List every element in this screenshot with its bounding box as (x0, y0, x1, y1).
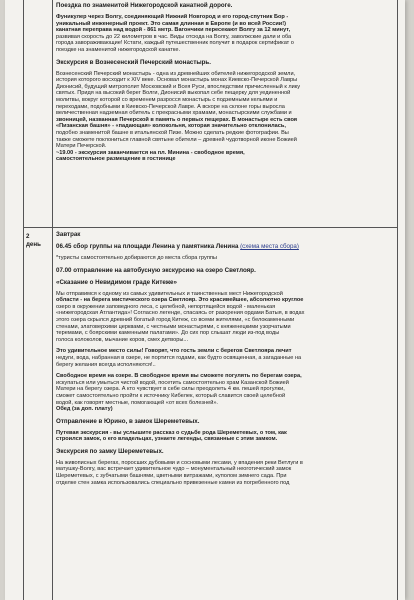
day1-program-cell (56, 2, 393, 163)
line-text: история которого восходит к XIV веке. Основал монастырь монах Киевско-Печерской Лавры (56, 77, 298, 84)
line-text: звонницей, названная Печерской в память о первых пещерах. В монастыре есть своя (56, 116, 298, 123)
line-text: Мы отправимся к одному из самых удивительных и таинственных мест Нижегородской (56, 290, 283, 297)
line-text: Экскурсия по замку Шереметевых. (56, 447, 164, 455)
day2-text-line (56, 355, 393, 362)
day2-text-line (56, 466, 393, 473)
line-text: Экскурсия в Вознесенский Печерский монастырь. (56, 58, 211, 66)
table-row-separator (23, 227, 397, 228)
day1-text-line (56, 27, 393, 34)
line-text: «Сказание о Невидимом граде Китеже» (56, 278, 177, 286)
line-text: 07.00 отправление на автобусную экскурсию на озеро Светлояр. (56, 266, 256, 274)
line-text: матушку-Волгу, вас встречает удивительное чудо – монументальный неоготический замок (56, 466, 292, 473)
line-text: Обед (за доп. плату) (56, 406, 113, 413)
line-text: величественная надземная обитель с прекрасными храмами, монастырскими службами и (56, 110, 292, 117)
day2-text-line (56, 362, 393, 369)
line-text: Матери на берегу озера. А кто чувствует в себе силы преодолеть 4 км. пешей прогулки, (56, 386, 285, 393)
day2-program-cell (56, 231, 393, 486)
day2-text-line (56, 310, 393, 317)
day2-text-line (56, 304, 393, 311)
day2-text-line (56, 430, 393, 437)
line-text: святых. Придя на высокий берег Волги, Дионисий выкопал себе пещерку для уединенной (56, 90, 291, 97)
day2-text-line (56, 255, 393, 262)
line-text: *туристы самостоятельно добираются до места сбора группы (56, 255, 217, 261)
line-text: голоса колоколов, мычание коров, смех детворы... (56, 336, 188, 343)
day1-text-line (56, 59, 393, 66)
line-text: Это удивительное место силы! Говорят, что гость земли с берегов Светлояра лечит (56, 348, 292, 355)
day1-text-line (56, 137, 393, 144)
line-text: самостоятельное размещение в гостинице (56, 156, 176, 163)
line-text: Дионисий, будущий митрополит Московский и Всея Руси, впоследствии причисленный к лику (56, 83, 301, 90)
day1-text-line (56, 14, 393, 21)
line-text: Отправление в Юрино, в замок Шереметевых. (56, 417, 200, 425)
day2-text-line (56, 279, 393, 286)
day2-text-line (56, 418, 393, 425)
day1-text-line (56, 104, 393, 111)
line-text: теремами, с боярскими каменными палатами». До сих пор слышат люди из-под воды (56, 330, 280, 337)
line-text: 06.45 сбор группы на площади Ленина у памятника Ленина (56, 243, 239, 250)
day2-text-line (56, 317, 393, 324)
day1-text-line (56, 143, 393, 150)
line-text: сможет самостоятельно пройти к источнику Кибелек, который славится своей целебной (56, 392, 286, 399)
day1-text-line (56, 130, 393, 137)
day2-text-line (56, 267, 393, 274)
day1-text-line (56, 40, 393, 47)
table-border-right (397, 0, 398, 600)
line-text: «нижегородская Атлантида»! Согласно легенде, спасаясь от разорения ордами Батыя, в водах (56, 310, 305, 317)
line-text: Путевая экскурсия - вы услышите рассказ о судьбе рода Шереметевых, о том, как (56, 429, 287, 436)
line-text: недуги, вода, набранная в озере, не портится годами, как будто освященная, а загаданные на (56, 354, 302, 361)
day2-text-line (56, 297, 393, 304)
line-text: Завтрак (56, 231, 81, 238)
day2-text-line (56, 373, 393, 380)
day1-text-line (56, 97, 393, 104)
day1-text-line (56, 156, 393, 163)
line-text: Шереметевых, с зубчатыми башнями, цветными витражами, куполом зимнего сада. При (56, 473, 287, 480)
line-text: Свободное время на озере. В свободное время вы сможете погулять по берегам озера, (56, 373, 302, 380)
line-text: ~19.00 - экскурсия заканчивается на пл. Минина - свободное время, (56, 149, 245, 156)
day2-text-line (56, 480, 393, 487)
day2-text-line (56, 348, 393, 355)
line-text: Фуникулер через Волгу, соединяющий Нижний Новгород и его город-спутник Бор - (56, 14, 289, 20)
document-page (5, 0, 405, 600)
line-text: поездке на знаменитой нижегородской канатке. (56, 46, 181, 53)
day2-text-line (56, 448, 393, 455)
line-text: области - на берега мистического озера Светлояр. Это красивейшее, абсолютно круглое (56, 297, 304, 304)
day2-text-line (56, 330, 393, 337)
line-text: Поездка по знаменитой Нижегородской канатной дороге. (56, 2, 233, 9)
day2-text-line (56, 386, 393, 393)
day2-text-line (56, 473, 393, 480)
day2-text-line (56, 393, 393, 400)
line-text: «Пизанская башня» - «падающая» колокольня, которая значительно отклонилась, (56, 123, 286, 130)
table-border-day-column (52, 0, 53, 600)
day2-text-line (56, 337, 393, 344)
line-text: этого озера скрылся древний богатый город Китеж, со всеми жителями, «с белокаменными (56, 316, 295, 323)
day2-text-line (56, 231, 393, 238)
day2-text-line (56, 243, 393, 250)
line-text: подобно знаменитой башне в итальянской Пизе. Можно сделать редкие фотографии. Вы (56, 129, 289, 136)
day2-text-line (56, 436, 393, 443)
line-text: искупаться или умыться чистой водой, посетить самостоятельно храм Казанской Божией (56, 379, 289, 386)
line-text: озеро в окружении заповедного леса, с целебной, непортящейся водой - маленькая (56, 303, 276, 310)
line-text: города завораживающие! Кстати, каждый путешественник получит в подарок сертификат о (56, 40, 294, 47)
day2-text-line (56, 406, 393, 413)
day2-number: 2 (26, 233, 30, 240)
day2-label: день (26, 241, 41, 248)
line-text: уникальный инженерный проект. Это самая длинная в Европе (и во всей России!) (56, 20, 286, 27)
meeting-point-map-link[interactable]: (схема места сбора) (240, 243, 299, 250)
line-text: берегу желания всегда исполняются!.. (56, 361, 156, 368)
line-text: На живописных берегах, поросших дубовыми и сосновыми лесами, у впадения реки Ветлуги в (56, 459, 303, 466)
line-text: Матери Печерской. (56, 143, 107, 150)
day1-text-line (56, 110, 393, 117)
day2-text-line (56, 324, 393, 331)
day1-text-line (56, 47, 393, 54)
line-text: молитвы, вокруг которой со временем разросся монастырь с подземными кельями и (56, 96, 278, 103)
day1-text-line (56, 2, 393, 9)
line-text: развивая скорость до 22 километров в час. Виды отсюда на Волгу, заволжские дали и оба (56, 33, 292, 40)
day1-text-line (56, 77, 393, 84)
line-text: водой, как говорят местные, помогающей «от всех болезней». (56, 399, 218, 406)
line-text: также сможете поклониться главной святыне обители – древней чудотворной иконе Божией (56, 136, 297, 143)
day1-text-line (56, 90, 393, 97)
table-border-left (23, 0, 24, 600)
day1-text-line (56, 150, 393, 157)
line-text: стенами, златоверхими церквами, с честными монастырями, с княженецкими узорчатыми (56, 323, 291, 330)
line-text: канатная переправа над водой - 861 метр. Вагончики пересекают Волгу за 12 минут, (56, 27, 291, 34)
line-text: переходами, подобными в Киевско-Печерской Лавре. А вскоре на склоне горы выросла (56, 103, 285, 110)
line-text: Вознесенский Печерский монастырь - одна из древнейших обителей нижегородской земли, (56, 70, 296, 77)
day1-text-line (56, 123, 393, 130)
line-text: строился замок, о его владельцах, узнаете легенды, связанные с этим замком. (56, 436, 278, 443)
line-text: отделке стен замка использовались специально привезенные камни из погребенного под (56, 479, 290, 486)
